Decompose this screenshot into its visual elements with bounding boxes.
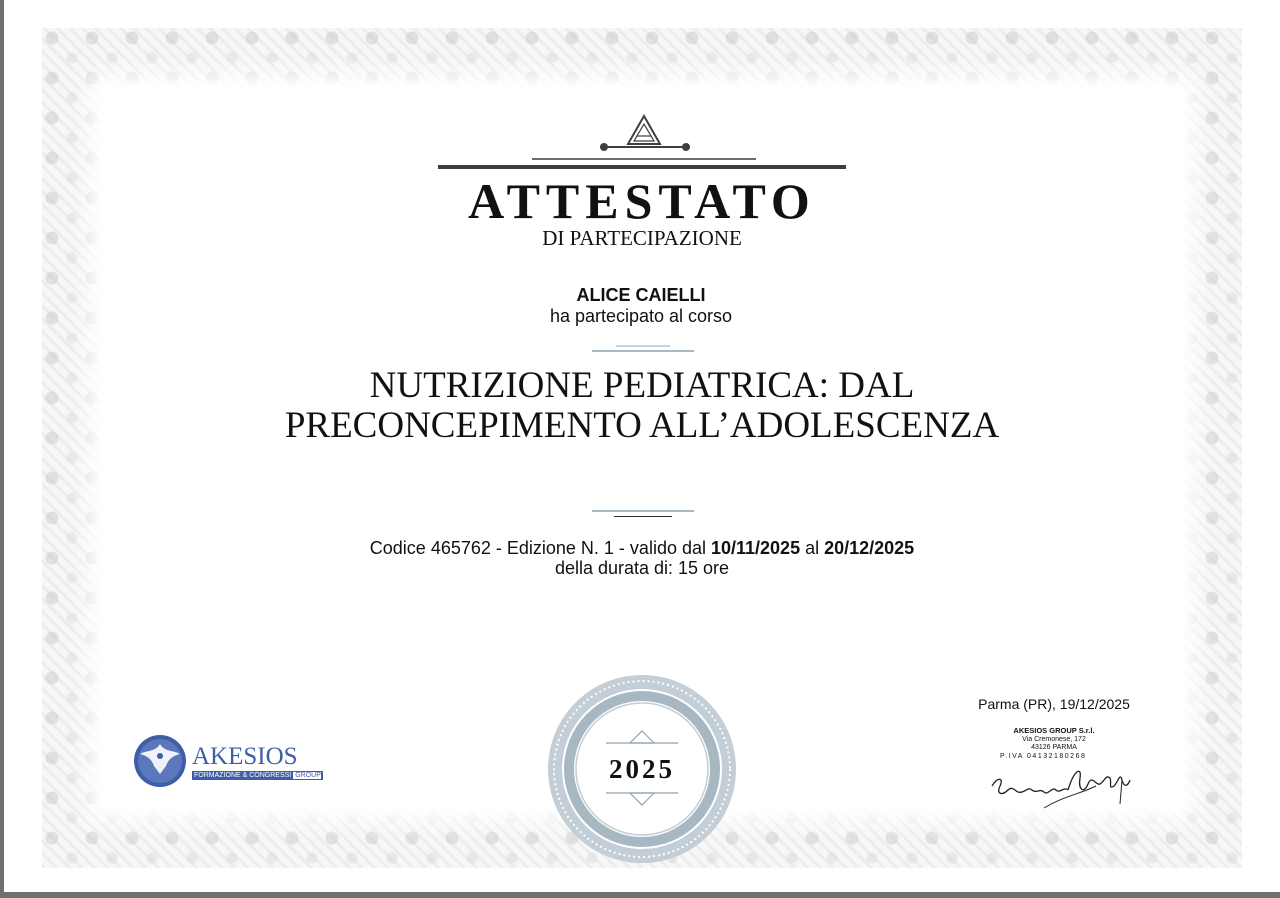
title-rule	[438, 165, 846, 169]
course-code-line	[244, 538, 1040, 558]
valid-to-date: 20/12/2025	[824, 538, 915, 558]
seal-year: 2025	[609, 754, 675, 784]
logo-tagline-main: FORMAZIONE & CONGRESSI	[194, 772, 292, 779]
stamp-vat: P.IVA 04132180268	[1000, 752, 1087, 760]
certificate-page	[4, 0, 1280, 892]
participation-text: ha partecipato al corso	[549, 306, 733, 326]
course-title-line-2: PRECONCEPIMENTO ALL’ADOLESCENZA	[284, 405, 1000, 446]
signature	[984, 756, 1136, 812]
valid-separator: al	[800, 538, 825, 558]
akesios-logo	[132, 734, 322, 790]
course-code-text: Codice 465762 - Edizione N. 1 - valido dal	[369, 538, 711, 558]
course-title	[184, 366, 1100, 446]
stamp-address-line-1: Via Cremonese, 172	[1022, 735, 1086, 743]
phoenix-icon	[132, 734, 188, 788]
recipient-name: ALICE CAIELLI	[576, 285, 706, 305]
logo-tagline	[192, 771, 323, 780]
course-title-line-1: NUTRIZIONE PEDIATRICA: DAL	[369, 365, 915, 406]
triangle-ornament-icon	[528, 112, 760, 162]
divider-top	[592, 345, 694, 353]
valid-from-date: 10/11/2025	[710, 538, 801, 558]
logo-name: AKESIOS	[192, 743, 298, 770]
logo-tagline-suffix: GROUP	[295, 772, 321, 779]
course-duration: della durata di: 15 ore	[554, 558, 730, 578]
stamp-company: AKESIOS GROUP S.r.l.	[1013, 726, 1095, 735]
certificate-title: ATTESTATO	[468, 173, 816, 229]
certificate-subtitle: DI PARTECIPAZIONE	[542, 226, 742, 250]
place-and-date: Parma (PR), 19/12/2025	[978, 696, 1130, 712]
divider-bottom	[592, 510, 694, 518]
stamp-address-line-2: 43126 PARMA	[1031, 744, 1077, 751]
